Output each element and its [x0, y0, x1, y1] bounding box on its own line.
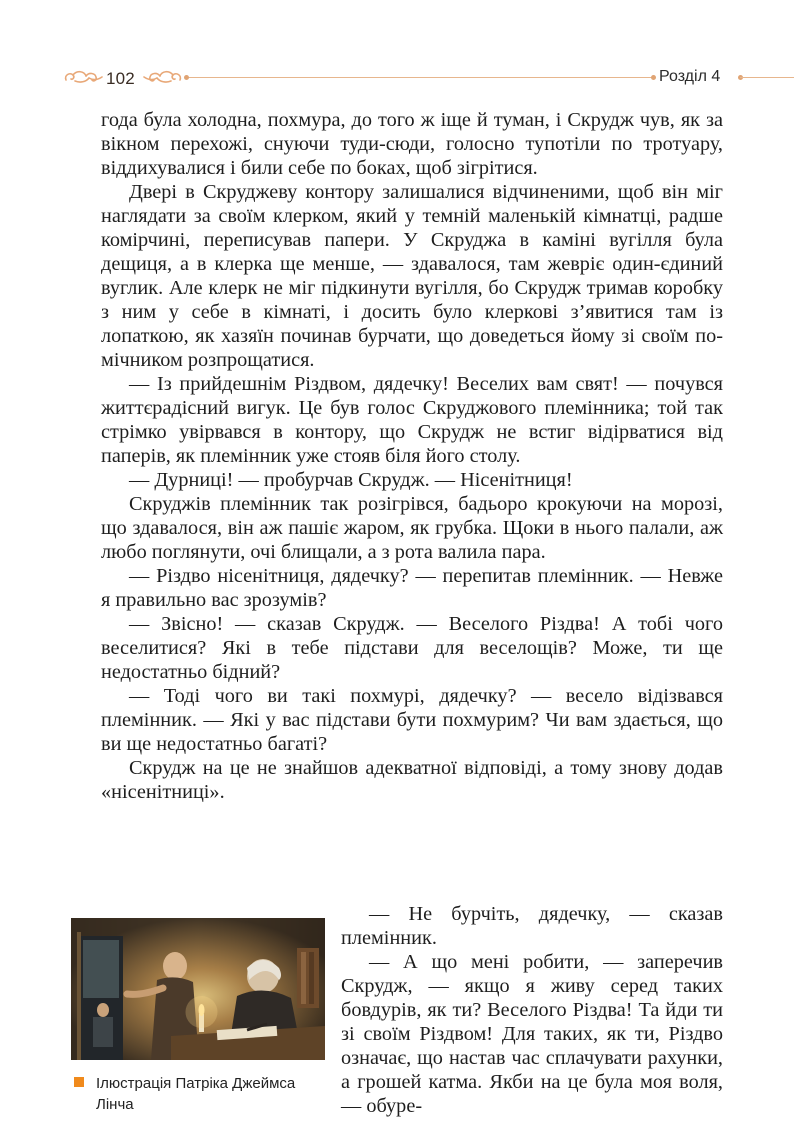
paragraph: — А що мені робити, — заперечив Скрудж, — якщо я живу серед таких бовдурів, як ти? Веселого Різдва! Та йди ти зі своїм Різдвом! Для таких, як ти, Різдво означає, що настав час сплачувати рахунки, а грошей катма. Якби на це була моя воля, — обуре-	[341, 951, 723, 1117]
paragraph: — Не бурчіть, дядечку, — сказав племінник.	[341, 903, 723, 949]
illustration-caption	[74, 1073, 336, 1115]
header-rule	[740, 77, 794, 78]
page-number: 102	[106, 69, 135, 88]
paragraph: Скрудж на це не знайшов адекватної відповіді, а тому знову додав «нісенітниці».	[101, 757, 723, 803]
caption-bullet-icon	[74, 1077, 84, 1087]
section-label: Розділ 4	[659, 68, 721, 85]
caption-text: Ілюстрація Патріка Джеймса Лінча	[96, 1075, 296, 1113]
header-rule	[186, 77, 652, 78]
right-ornament-icon	[142, 67, 184, 87]
page-header	[0, 62, 794, 96]
paragraph: — Різдво нісенітниця, дядечку? — перепитав племінник. — Невже я правильно вас зрозумів?	[101, 565, 723, 611]
main-text	[101, 108, 723, 804]
paragraph: Скруджів племінник так розігрівся, бадьоро крокуючи на морозі, що здавалося, він аж пашіє жаром, як грубка. Щоки в нього палали, аж любо поглянути, очі блищали, а з рота валила пара.	[101, 493, 723, 563]
paragraph: — Із прийдешнім Різдвом, дядечку! Веселих вам свят! — почувся життєрадісний вигук. Це був голос Скруджового племінника; той так стрімко увірвався в контору, що Скрудж не встиг відірватися від паперів, як племінник уже стояв біля його столу.	[101, 373, 723, 467]
paragraph: — Звісно! — сказав Скрудж. — Веселого Різдва! А тобі чого веселитися? Які в тебе підстави для веселощів? Може, ти ще недостатньо бідний?	[101, 613, 723, 683]
side-text	[341, 902, 723, 1118]
paragraph: Двері в Скруджеву контору залишалися відчиненими, щоб він міг наглядати за своїм клерком, який у темній маленькій кімнатці, радше комірчині, переписував папери. У Скруджа в каміні вугілля була дещиця, а в клерка ще менше, — здавалося, там жевріє один-єдиний вуглик. Але клерк не міг підкинути вугілля, бо Скрудж тримав коробку з ним у себе в кімнаті, і досить було клеркові з’явитися там із лопаткою, як хазяїн починав бурчати, що доведеться йому зі своїм помічником розпрощатися.	[101, 181, 723, 371]
left-ornament-icon	[62, 67, 104, 87]
rule-dot	[184, 75, 189, 80]
paragraph: — Тоді чого ви такі похмурі, дядечку? — весело відізвався племінник. — Які у вас підстави бути похмурим? Чи вам здається, що ви ще недостатньо багаті?	[101, 685, 723, 755]
paragraph: года була холодна, похмура, до того ж іще й туман, і Скрудж чув, як за вікном перехожі, снуючи туди-сюди, голосно тупотіли по тротуару, віддихувалися і били себе по боках, щоб зігрітися.	[101, 109, 723, 179]
illustration	[71, 918, 325, 1060]
rule-dot	[651, 75, 656, 80]
paragraph: — Дурниці! — пробурчав Скрудж. — Нісенітниця!	[129, 469, 573, 491]
